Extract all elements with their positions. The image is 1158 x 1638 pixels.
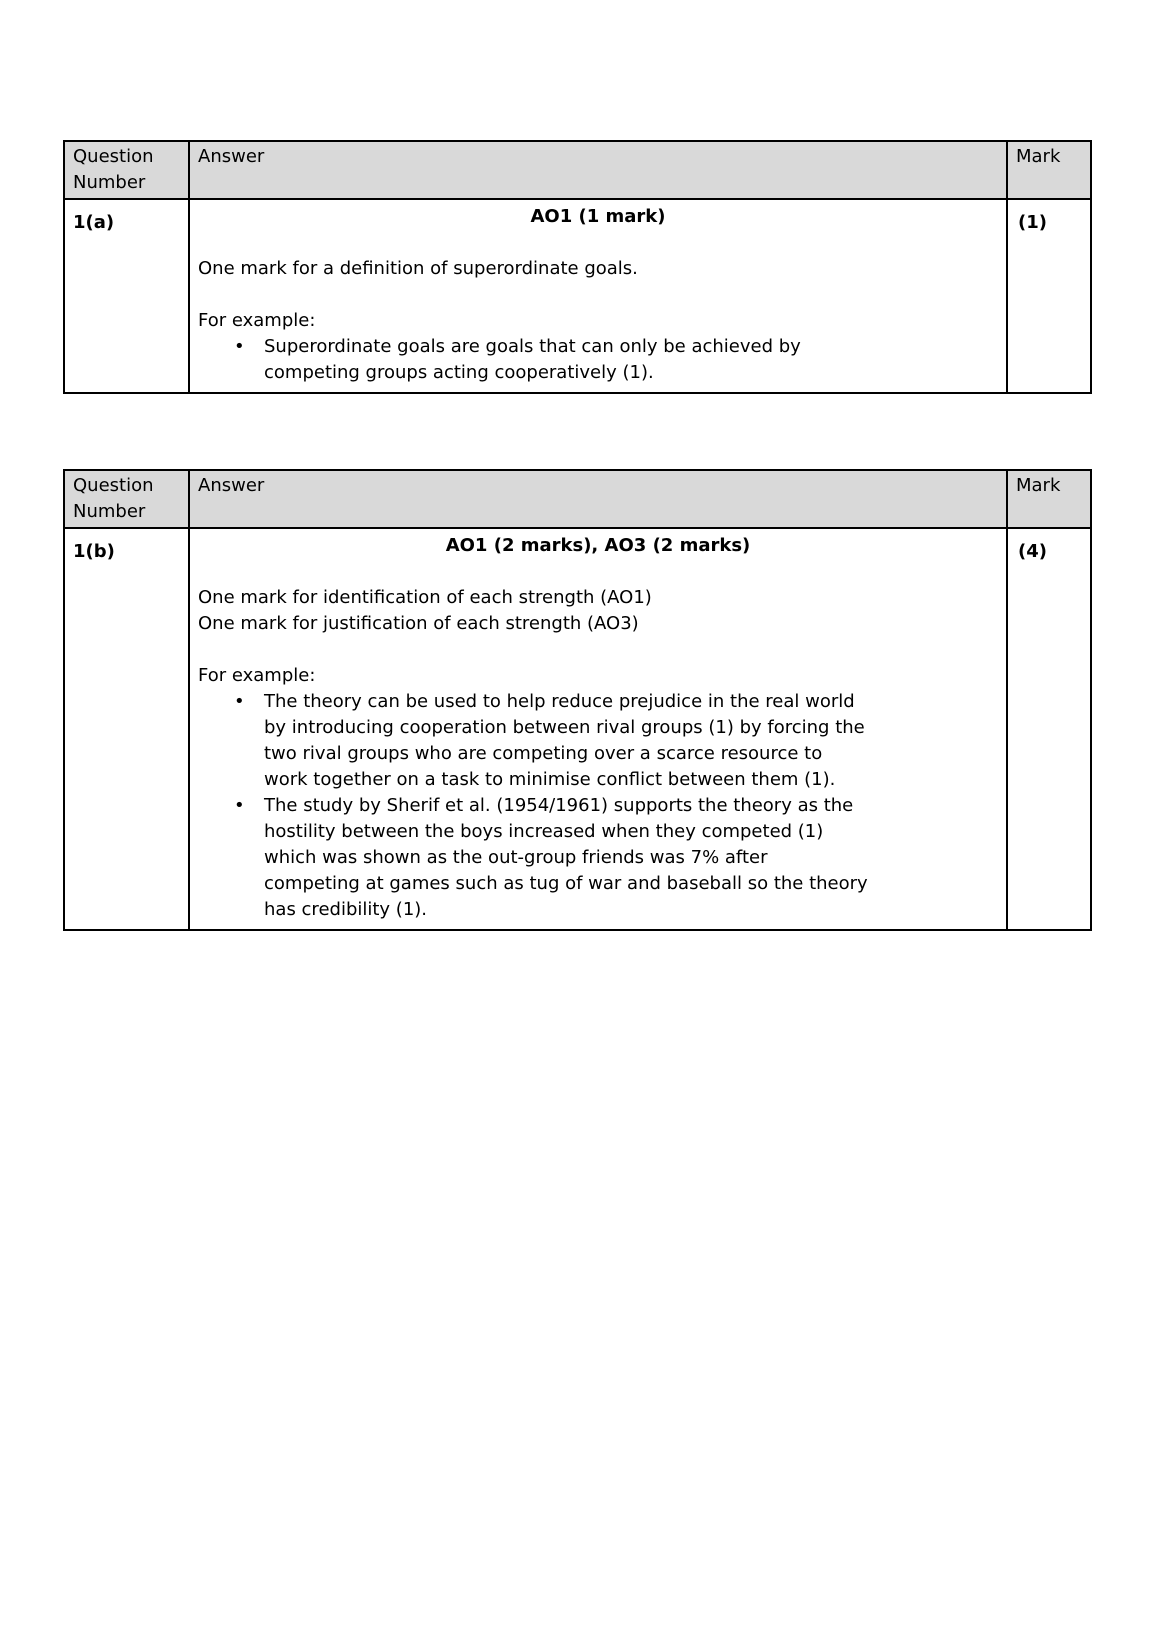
bullet-line: The theory can be used to help reduce prejudice in the real world (264, 691, 855, 712)
mark-cell: (4) (1007, 528, 1091, 930)
answer-intro-line: One mark for a definition of superordinate goals. (198, 258, 638, 279)
bullet-line: by introducing cooperation between rival groups (1) by forcing the (264, 717, 865, 738)
question-number-header: Question Number (64, 470, 189, 528)
bullet-icon: • (234, 336, 245, 357)
answer-header: Answer (189, 470, 1007, 528)
answer-row (64, 199, 1091, 393)
bullet-line: work together on a task to minimise conflict between them (1). (264, 769, 836, 790)
mark-scheme-table-1b (63, 469, 1092, 931)
bullet-line: has credibility (1). (264, 899, 428, 920)
bullet-line: which was shown as the out-group friends was 7% after (264, 847, 768, 868)
answer-header: Answer (189, 141, 1007, 199)
bullet-text (264, 793, 868, 923)
ao-heading: AO1 (1 mark) (530, 206, 666, 227)
answer-cell (189, 528, 1007, 930)
bullet-icon: • (234, 795, 245, 816)
header-row (64, 470, 1091, 528)
question-number-header: Question Number (64, 141, 189, 199)
example-label: For example: (198, 310, 316, 331)
bullet-item (198, 793, 998, 923)
bullet-line: hostility between the boys increased when they competed (1) (264, 821, 824, 842)
answer-intro-line: One mark for identification of each strength (AO1) (198, 587, 652, 608)
bullet-line: competing groups acting cooperatively (1). (264, 362, 654, 383)
bullet-line: Superordinate goals are goals that can only be achieved by (264, 336, 801, 357)
ao-heading: AO1 (2 marks), AO3 (2 marks) (445, 535, 751, 556)
mark-header: Mark (1007, 141, 1091, 199)
bullet-text (264, 689, 865, 793)
answer-row (64, 528, 1091, 930)
answer-cell (189, 199, 1007, 393)
bullet-item (198, 334, 998, 386)
question-number-cell: 1(b) (64, 528, 189, 930)
answer-intro-line: One mark for justification of each strength (AO3) (198, 613, 639, 634)
mark-scheme-table-1a (63, 140, 1092, 394)
mark-header: Mark (1007, 470, 1091, 528)
mark-cell: (1) (1007, 199, 1091, 393)
bullet-line: two rival groups who are competing over a scarce resource to (264, 743, 823, 764)
question-number-cell: 1(a) (64, 199, 189, 393)
bullet-line: The study by Sherif et al. (1954/1961) supports the theory as the (264, 795, 854, 816)
example-label: For example: (198, 665, 316, 686)
bullet-text (264, 334, 801, 386)
header-row (64, 141, 1091, 199)
bullet-line: competing at games such as tug of war and baseball so the theory (264, 873, 868, 894)
bullet-icon: • (234, 691, 245, 712)
bullet-item (198, 689, 998, 793)
mark-scheme-page (63, 140, 1090, 931)
